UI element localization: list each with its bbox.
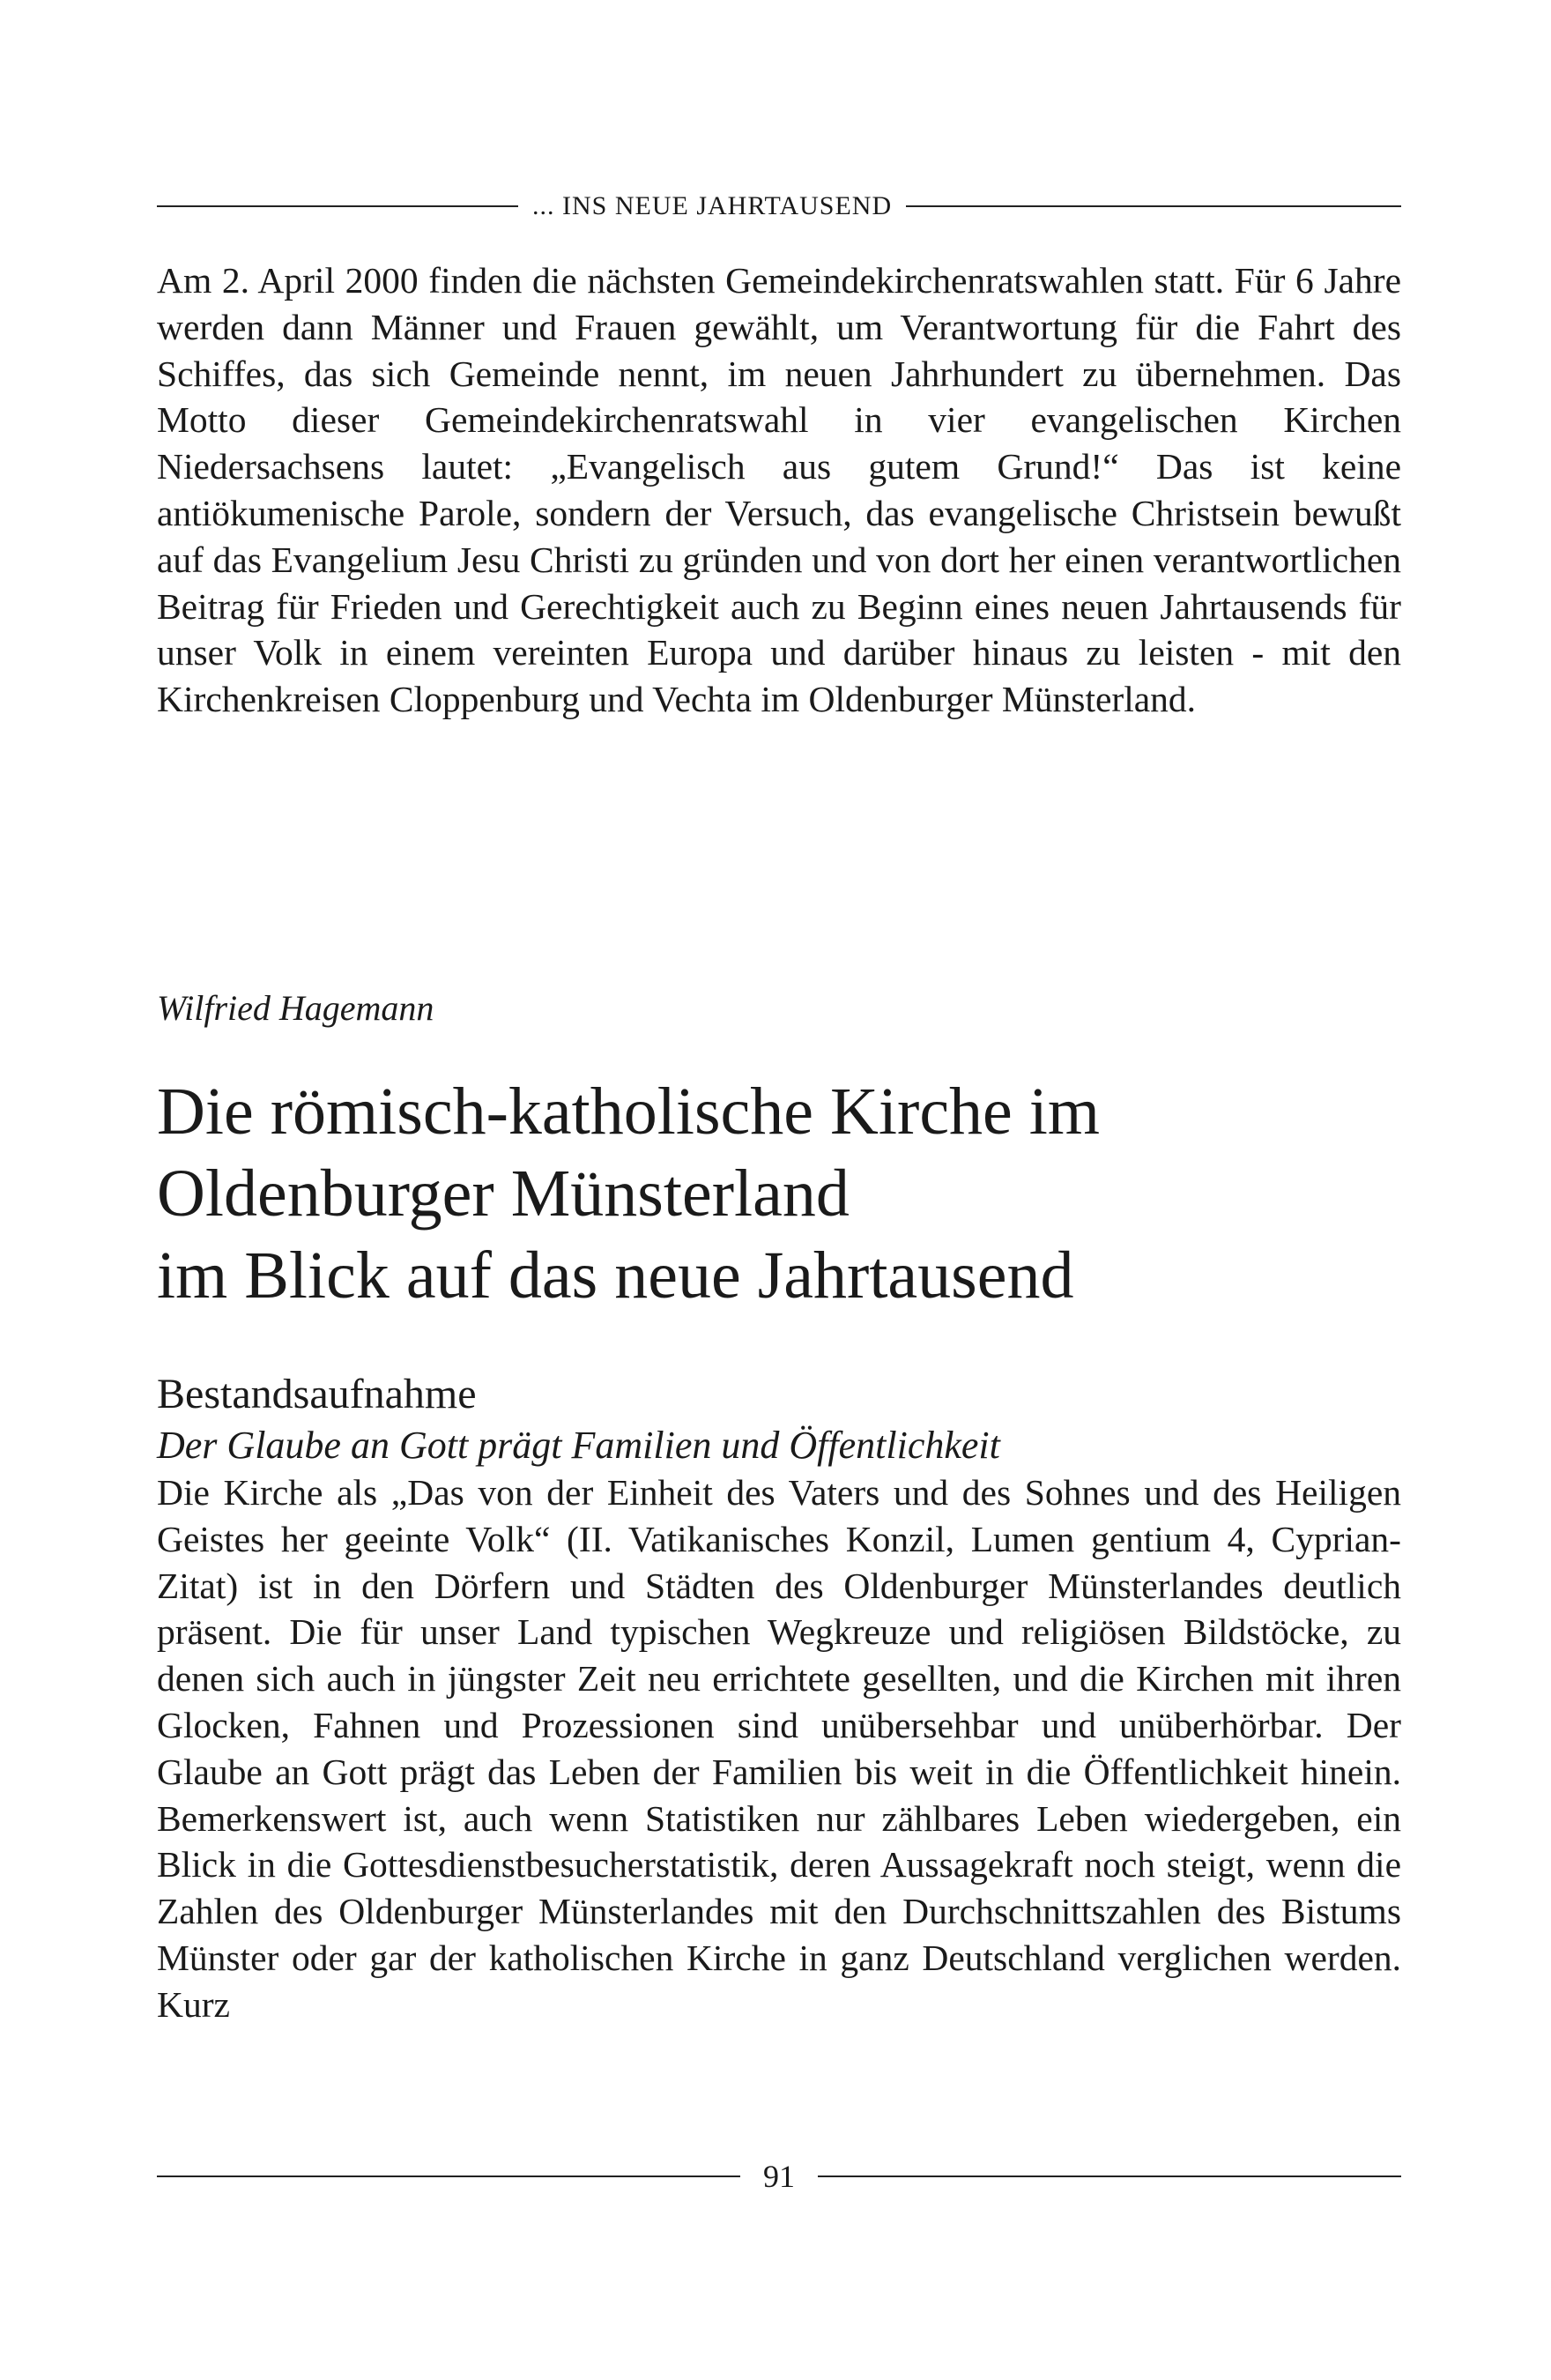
footer-rule-right bbox=[818, 2175, 1401, 2177]
running-title: ... INS NEUE JAHRTAUSEND bbox=[532, 191, 893, 220]
header-rule-right bbox=[906, 205, 1401, 207]
subsection-heading: Der Glaube an Gott prägt Familien und Öffentlichkeit bbox=[157, 1424, 1000, 1467]
running-header bbox=[157, 189, 1401, 224]
article-author: Wilfried Hagemann bbox=[157, 988, 434, 1028]
page-number: 91 bbox=[763, 2159, 795, 2194]
section-heading: Bestandsaufnahme bbox=[157, 1371, 477, 1417]
header-rule-left bbox=[157, 205, 518, 207]
title-line-2: Oldenburger Münsterland bbox=[157, 1157, 850, 1231]
article-paragraph: Die Kirche als „Das von der Einheit des Vaters und des Sohnes und des Heiligen Geistes her geeinte Volk“ (II. Vatikanisches Konzil, Lumen gentium 4, Cyprian-Zitat) ist in den Dörfern und Städten des Oldenburger Münsterlandes deutlich präsent. Die für unser Land typischen Wegkreuze und religiösen Bildstöcke, zu denen sich auch in jüngster Zeit neu errichtete gesellten, und die Kirchen mit ihren Glocken, Fahnen und Prozessionen sind unübersehbar und unüberhörbar. Der Glaube an Gott prägt das Leben der Familien bis weit in die Öffentlichkeit hinein. Bemerkenswert ist, auch wenn Statistiken nur zählbares Leben wiedergeben, ein Blick in die Gottesdienstbesucherstatistik, deren Aussagekraft noch steigt, wenn die Zahlen des Oldenburger Münsterlandes mit den Durchschnittszahlen des Bistums Münster oder gar der katholischen Kirche in ganz Deutschland verglichen werden. Kurz bbox=[157, 1472, 1401, 2025]
title-line-3: im Blick auf das neue Jahrtausend bbox=[157, 1238, 1074, 1313]
intro-paragraph: Am 2. April 2000 finden die nächsten Gemeindekirchenratswahlen statt. Für 6 Jahre werden dann Männer und Frauen gewählt, um Verantwortung für die Fahrt des Schiffes, das sich Gemeinde nennt, im neuen Jahrhundert zu übernehmen. Das Motto dieser Gemeindekirchenratswahl in vier evangelischen Kirchen Niedersachsens lautet: „Evangelisch aus gutem Grund!“ Das ist keine antiökumenische Parole, sondern der Versuch, das evangelische Christsein bewußt auf das Evangelium Jesu Christi zu gründen und von dort her einen verantwortlichen Beitrag für Frieden und Gerechtigkeit auch zu Beginn eines neuen Jahrtausends für unser Volk in einem vereinten Europa und darüber hinaus zu leisten - mit den Kirchenkreisen Cloppenburg und Vechta im Oldenburger Münsterland. bbox=[157, 260, 1401, 720]
title-line-1: Die römisch-katholische Kirche im bbox=[157, 1075, 1101, 1149]
page-footer bbox=[157, 2156, 1401, 2197]
article-title bbox=[157, 1071, 1401, 1317]
footer-rule-left bbox=[157, 2175, 740, 2177]
